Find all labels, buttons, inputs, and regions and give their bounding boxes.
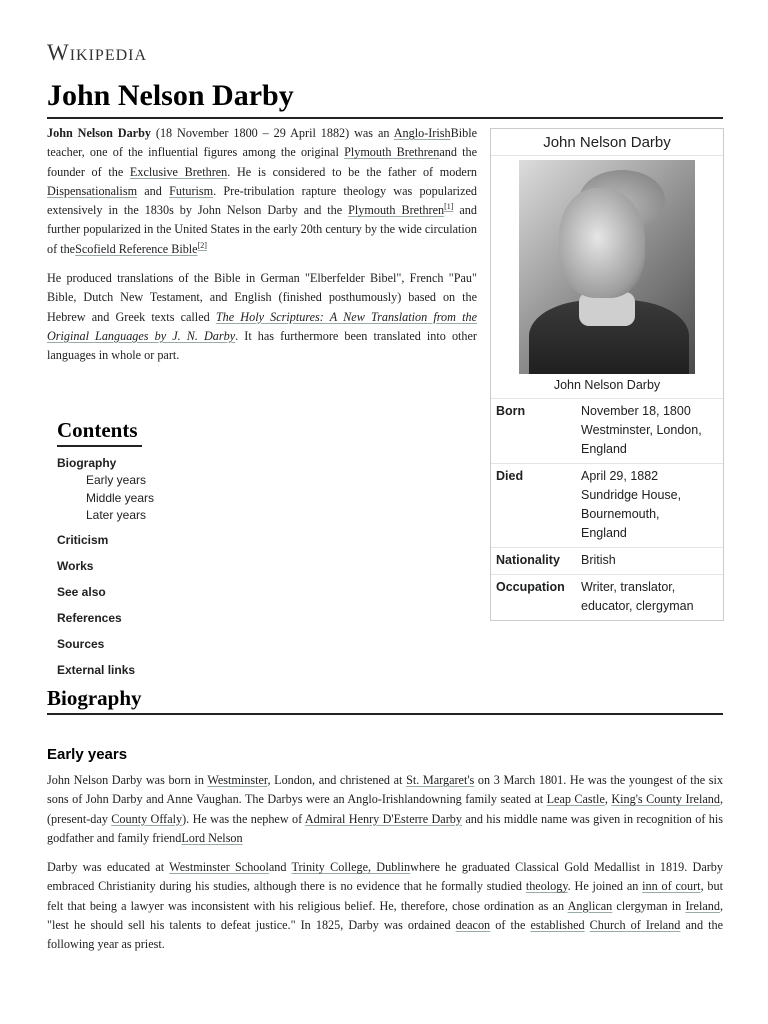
link-inn-of-court[interactable]: inn of court	[642, 879, 701, 894]
infobox	[490, 128, 724, 621]
toc-item-references[interactable]: References	[57, 610, 122, 625]
link-westminster-school[interactable]: Westminster School	[169, 860, 269, 875]
infobox-label: Died	[496, 469, 524, 483]
toc-item-works[interactable]: Works	[57, 558, 94, 573]
toc-item-later-years[interactable]: Later years	[86, 508, 147, 522]
infobox-caption: John Nelson Darby	[553, 378, 661, 392]
link-deacon[interactable]: deacon	[455, 918, 491, 933]
link-leap-castle[interactable]: Leap Castle	[546, 792, 605, 807]
link-westminster[interactable]: Westminster	[207, 773, 268, 787]
link-theology[interactable]: theology	[525, 879, 568, 894]
body-paragraph-1: John Nelson Darby was born in Westminster, London, and christened at St. Margaret's on 3 March 1801. He was the youngest of the six sons of John Darby and Anne Vaughan. The Darbys were an Anglo-Irishlandowning family seated at Leap Castle, King's County Ireland, (present-day County Offaly). He was the nephew of Admiral Henry D'Esterre Darby and his middle name was given in recognition of his godfather and family friendLord Nelson	[47, 773, 723, 845]
infobox-label: Occupation	[496, 580, 565, 594]
link-church-of-ireland[interactable]: Church of Ireland	[589, 918, 681, 933]
early-years-body	[47, 771, 723, 965]
link-trinity-college[interactable]: Trinity College, Dublin	[291, 860, 411, 875]
link-anglican[interactable]: Anglican	[567, 898, 613, 913]
ref-2[interactable]: [2]	[197, 240, 207, 250]
infobox-row-nationality	[491, 547, 723, 574]
toc-item-early-years[interactable]: Early years	[86, 473, 147, 487]
link-lord-nelson[interactable]: Lord Nelson	[181, 830, 243, 845]
body-paragraph-2: Darby was educated at Westminster Schooland Trinity College, Dublinwhere he graduated Classical Gold Medallist in 1819. Darby embraced Christianity during his studies, although there is no evidence that he formally studied theology. He joined an inn of court, but felt that being a lawyer was inconsistent with his religious belief. He, therefore, chose ordination as an Anglican clergyman in Ireland, "lest he should sell his talents to defeat justice." In 1825, Darby was ordained deacon of the established Church of Ireland and the following year as priest.	[47, 860, 724, 952]
infobox-label: Born	[496, 404, 526, 418]
lead-section	[47, 124, 477, 376]
lead-paragraph-2: He produced translations of the Bible in German "Elberfelder Bibel", French "Pau" Bible, Dutch New Testament, and English (finished posthumously) based on the Hebrew and Greek texts called The Holy Scriptures: A New Translation from the Original Languages by J. N. Darby. It has furthermore been translated into other languages in whole or part.	[47, 271, 477, 363]
toc-item-external-links[interactable]: External links	[57, 662, 136, 677]
toc-title: Contents	[57, 418, 142, 447]
link-scofield-reference-bible[interactable]: Scofield Reference Bible	[75, 241, 198, 256]
lead-bold-name: John Nelson Darby	[47, 126, 151, 140]
infobox-value: Writer, translator, educator, clergyman	[581, 580, 694, 613]
wikipedia-wordmark[interactable]: Wikipedia	[47, 40, 148, 65]
title-divider	[47, 117, 723, 119]
portrait-image[interactable]	[519, 160, 695, 374]
subsection-heading-early-years: Early years	[47, 746, 128, 763]
infobox-row-died	[491, 463, 723, 547]
link-plymouth-brethren-2[interactable]: Plymouth Brethren	[348, 203, 445, 218]
link-anglo-irish[interactable]: Anglo-Irish	[393, 126, 451, 140]
page-title: John Nelson Darby	[47, 79, 294, 112]
link-futurism[interactable]: Futurism	[169, 183, 214, 198]
link-holy-scriptures[interactable]: The Holy Scriptures: A New Translation from the Original Languages by J. N. Darby	[47, 309, 477, 343]
link-kings-county[interactable]: King's County Ireland	[611, 792, 720, 807]
section-heading-biography: Biography	[47, 686, 142, 710]
infobox-value: November 18, 1800 Westminster, London, England	[581, 404, 702, 456]
link-ireland[interactable]: Ireland	[685, 898, 720, 913]
toc-item-criticism[interactable]: Criticism	[57, 532, 109, 547]
toc-item-sources[interactable]: Sources	[57, 636, 105, 651]
link-admiral-darby[interactable]: Admiral Henry D'Esterre Darby	[304, 811, 462, 826]
link-dispensationalism[interactable]: Dispensationalism	[47, 183, 138, 198]
infobox-value: April 29, 1882 Sundridge House, Bournemouth, England	[581, 469, 682, 540]
link-established[interactable]: established	[530, 918, 585, 933]
link-plymouth-brethren[interactable]: Plymouth Brethren	[344, 145, 440, 160]
link-st-margarets[interactable]: St. Margaret's	[406, 773, 475, 787]
infobox-row-occupation	[491, 574, 723, 620]
infobox-value: British	[581, 553, 616, 567]
link-exclusive-brethren[interactable]: Exclusive Brethren	[129, 164, 228, 179]
ref-1[interactable]: [1]	[444, 202, 454, 212]
infobox-row-born	[491, 398, 723, 463]
toc-item-biography[interactable]: Biography	[57, 456, 117, 470]
lead-paragraph-1: John Nelson Darby (18 November 1800 – 29 April 1882) was an Anglo-IrishBible teacher, one of the influential figures among the original Plymouth Brethrenand the founder of the Exclusive Brethren. He is considered to be the father of modern Dispensationalism and Futurism. Pre-tribulation rapture theology was popularized extensively in the 1830s by John Nelson Darby and the Plymouth Brethren[1] and further popularized in the United States in the early 20th century by the wide circulation of theScofield Reference Bible[2]	[47, 126, 477, 256]
link-county-offaly[interactable]: County Offaly	[111, 811, 183, 826]
infobox-label: Nationality	[496, 553, 560, 567]
section-divider	[47, 713, 723, 715]
table-of-contents	[57, 418, 154, 681]
infobox-title: John Nelson Darby	[491, 129, 723, 156]
toc-item-middle-years[interactable]: Middle years	[86, 490, 155, 505]
toc-item-see-also[interactable]: See also	[57, 584, 106, 599]
